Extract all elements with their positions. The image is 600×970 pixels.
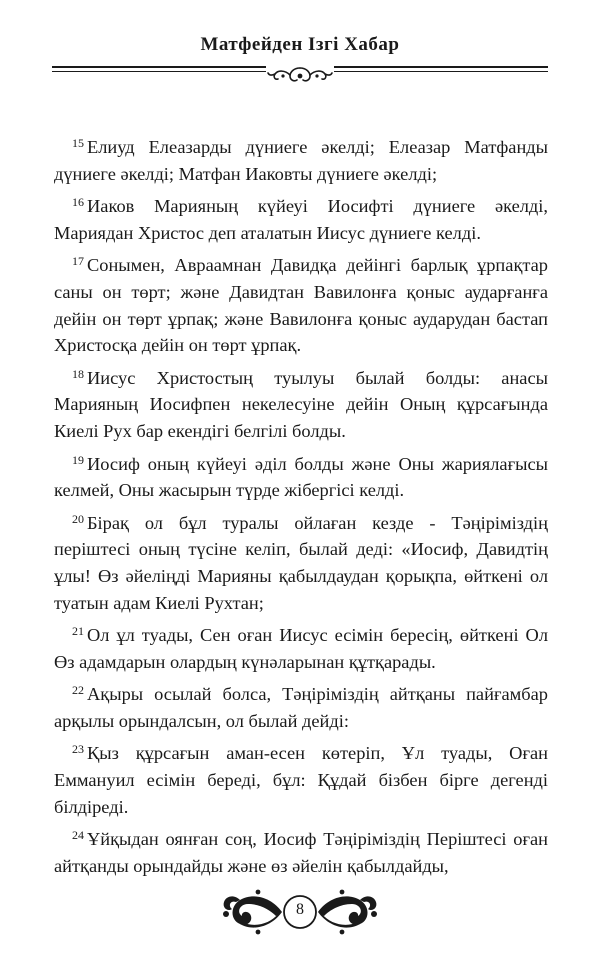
verse-21 <box>54 622 548 675</box>
verse-number: 17 <box>72 254 84 269</box>
page-number: 8 <box>296 901 304 918</box>
verse-number: 24 <box>72 828 84 843</box>
verse-text: Иисус Христостың туылуы былай болды: анасы Марияның Иосифпен некелесуіне дейін Оның құрсағында Киелі Рух бар екендігі белгілі болды. <box>54 367 548 441</box>
verse-text: Қыз құрсағын аман-есен көтеріп, Ұл туады, Оған Еммануил есімін береді, бұл: Құдай бізбен бірге дегенді білдіреді. <box>54 743 548 817</box>
running-header-title: Матфейден Ізгі Хабар <box>200 34 400 55</box>
verse-number: 16 <box>72 195 84 210</box>
verse-18 <box>54 365 548 445</box>
verse-19 <box>54 451 548 504</box>
verse-number: 15 <box>72 136 84 150</box>
verse-16 <box>54 193 548 246</box>
verse-20 <box>54 510 548 616</box>
verse-15 <box>54 134 548 187</box>
verse-17 <box>54 252 548 358</box>
verse-text: Елиуд Елеазарды дүниеге әкелді; Елеазар Матфанды дүниеге әкелді; Матфан Иаковты дүниеге әкелді; <box>54 137 548 184</box>
verse-text: Бірақ ол бұл туралы ойлаған кезде - Тәңіріміздің періштесі оның түсіне келіп, былай деді: «Иосиф, Давидтің ұлы! Өз әйеліңді Марияны қабылдаудан қорықпа, өйткені ол туатын адам Киелі Рухтан; <box>54 512 548 613</box>
verse-text: Ақыры осылай болса, Тәңіріміздің айтқаны пайғамбар арқылы орындалсын, ол былай дейді: <box>54 684 548 731</box>
scripture-text <box>54 134 548 885</box>
verse-23 <box>54 740 548 820</box>
header-ornament-icon <box>266 64 334 86</box>
verse-text: Иосиф оның күйеуі әділ болды және Оны жариялағысы келмей, Оны жасырын түрде жібергісі келді. <box>54 453 548 501</box>
verse-number: 18 <box>72 366 84 381</box>
verse-24 <box>54 826 548 879</box>
verse-22 <box>54 681 548 734</box>
verse-text: Ол ұл туады, Сен оған Иисус есімін бересің, өйткені Ол Өз адамдарын олардың күнәларынан құтқарады. <box>54 625 548 672</box>
verse-number: 22 <box>72 683 84 698</box>
verse-number: 23 <box>72 742 84 757</box>
verse-text: Ұйқыдан оянған соң, Иосиф Тәңіріміздің Періштесі оған айтқанды орындайды және өз әйелін қабылдайды, <box>54 829 548 876</box>
verse-text: Сонымен, Авраамнан Давидқа дейінгі барлық ұрпақтар саны он төрт; және Давидтан Вавилонға қоныс аударғанға дейін он төрт ұрпақ; және Вавилонға қоныс аударудан бастап Христосқа дейін он төрт ұрпақ. <box>54 255 548 356</box>
verse-number: 20 <box>72 511 84 526</box>
verse-number: 21 <box>72 624 84 639</box>
verse-number: 19 <box>72 452 84 467</box>
verse-text: Иаков Марияның күйеуі Иосифті дүниеге әкелді, Мариядан Христос деп аталатын Иисус дүниеге келді. <box>54 196 548 243</box>
